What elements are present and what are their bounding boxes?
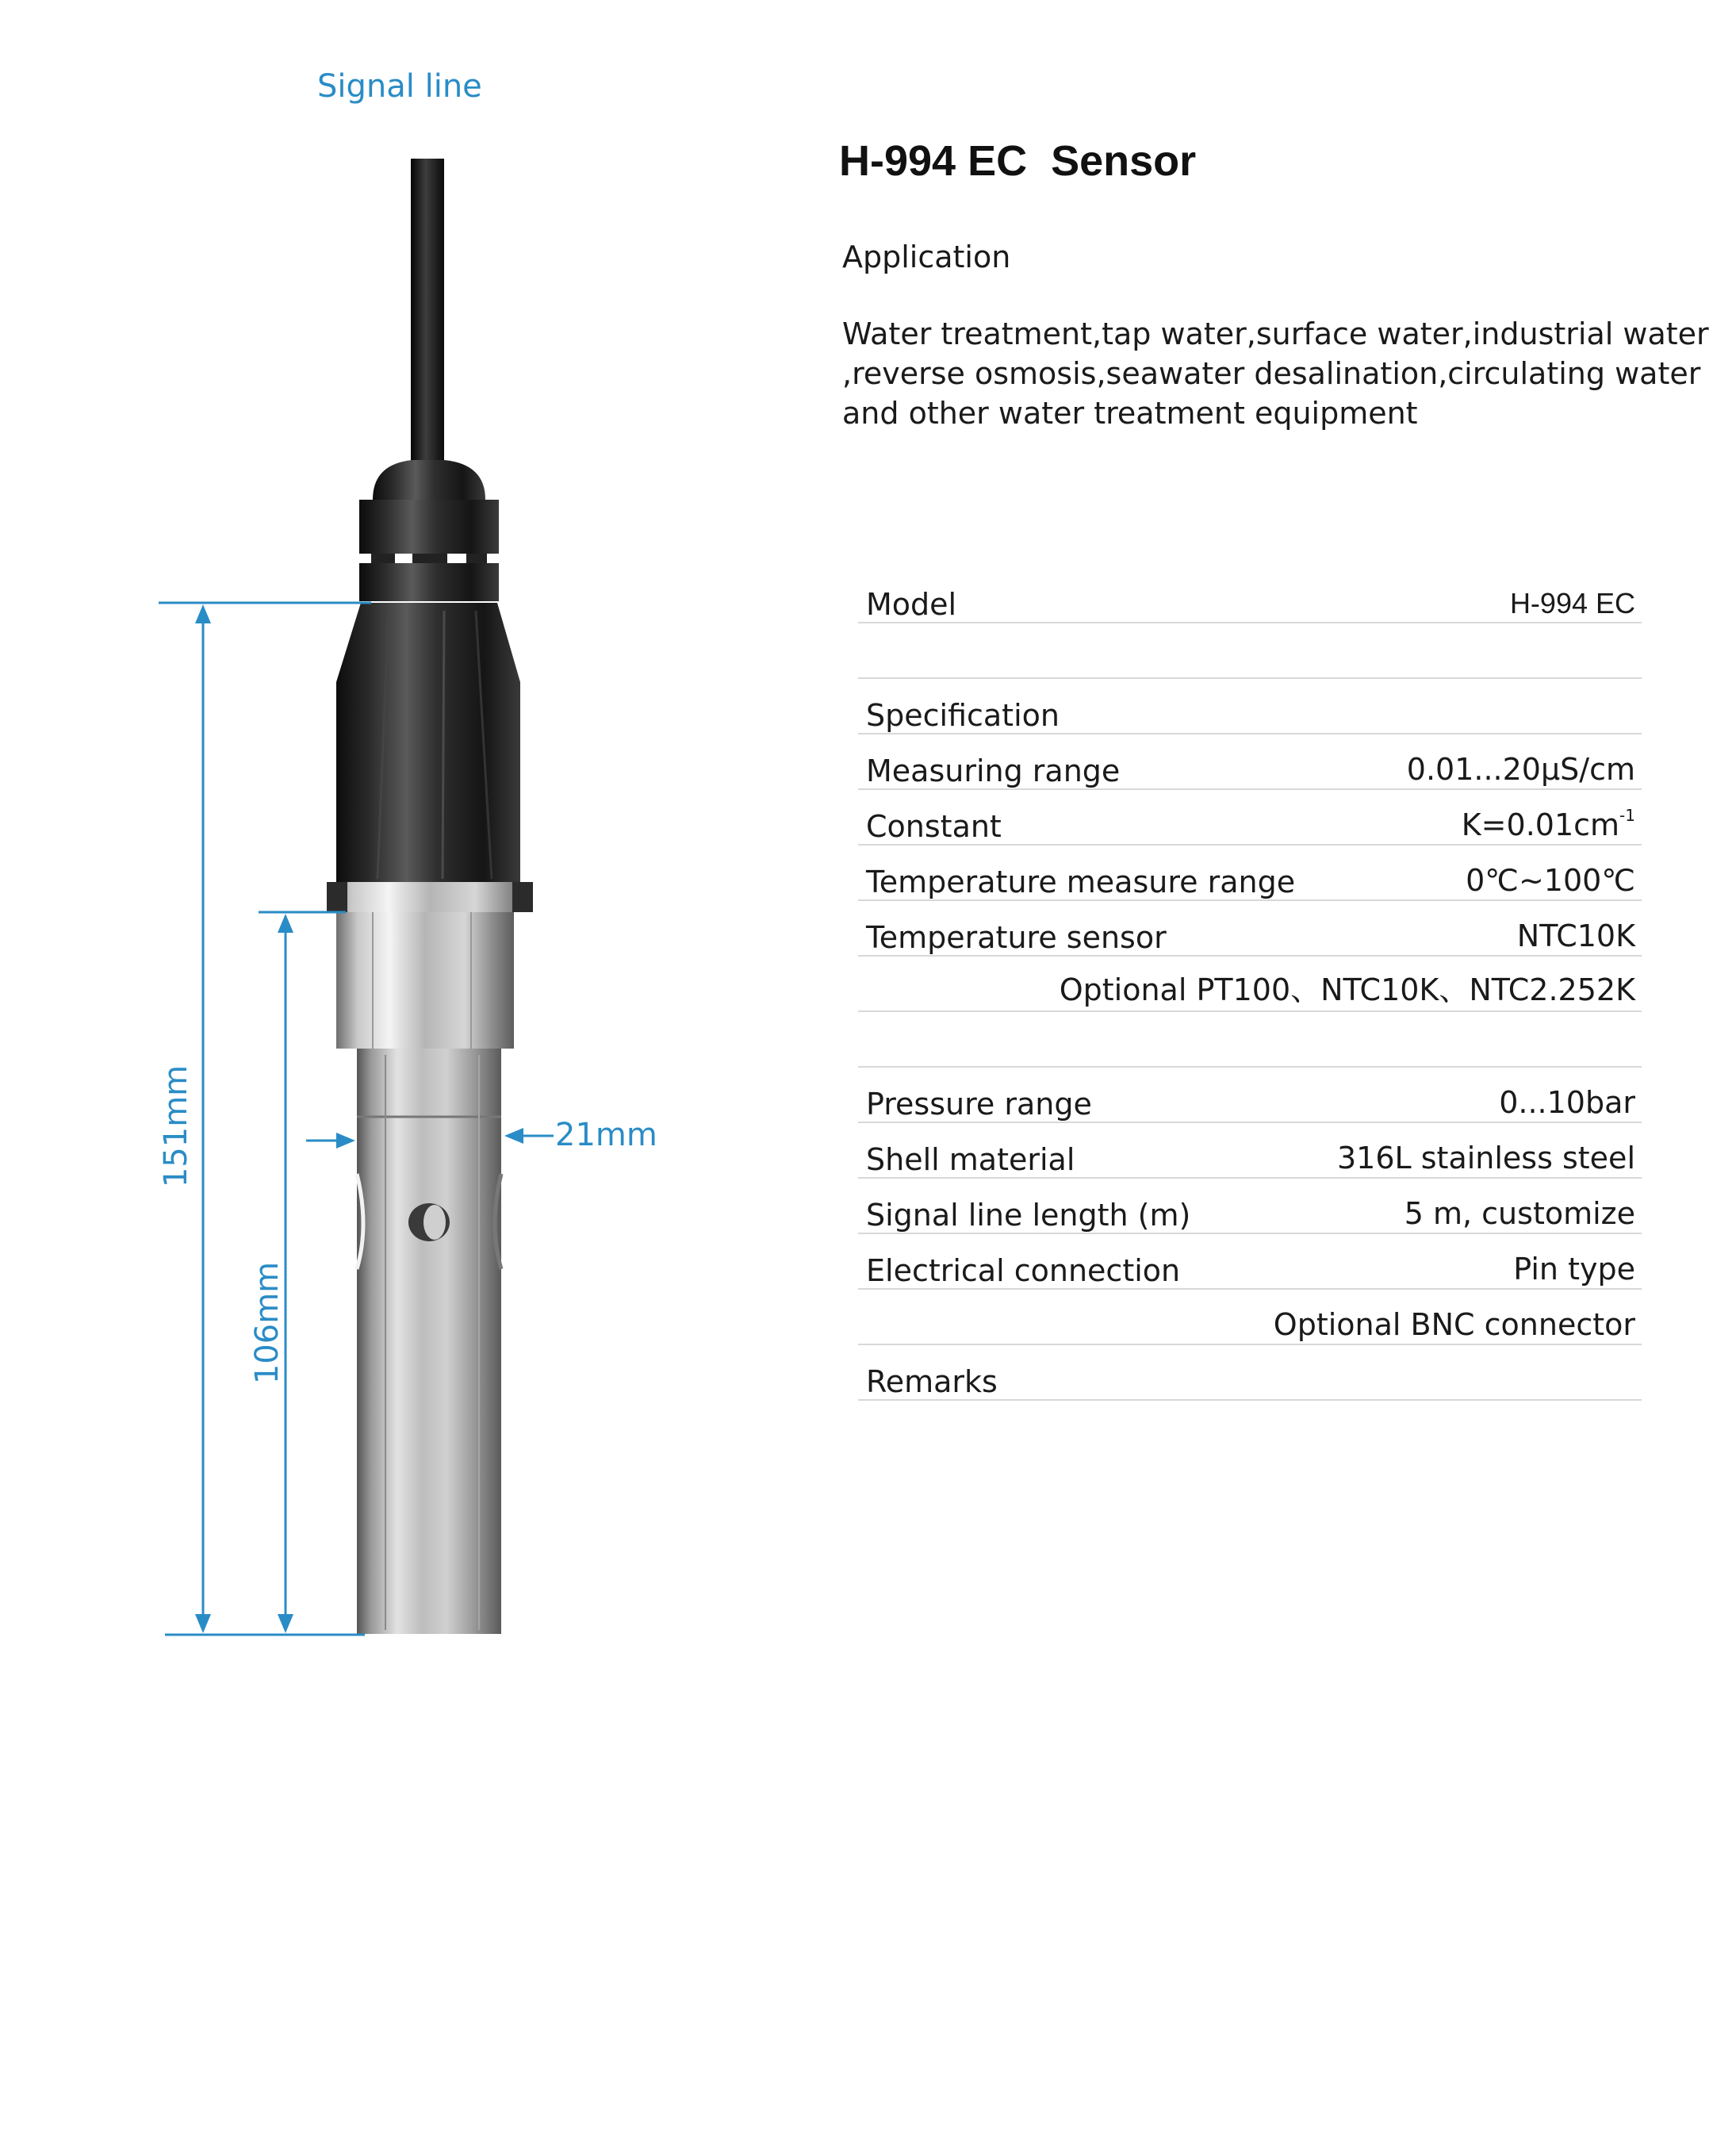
spec-row-temp-range xyxy=(858,846,1642,901)
spec-value: 0.01...20μS/cm xyxy=(1406,752,1635,787)
signal-line-label: Signal line xyxy=(317,68,482,105)
spec-value: Pin type xyxy=(1513,1252,1635,1287)
dim-151-label: 151mm xyxy=(158,1064,194,1188)
spec-value: Optional PT100、NTC10K、NTC2.252K xyxy=(1059,972,1635,1007)
spec-value: NTC10K xyxy=(1516,918,1635,953)
constant-exponent: -1 xyxy=(1619,806,1635,825)
spec-row-model xyxy=(858,568,1642,623)
spec-value: H-994 EC xyxy=(1509,587,1635,619)
application-text xyxy=(842,314,1730,433)
spec-row-electrical-optional xyxy=(858,1290,1642,1345)
spec-row-temp-optional xyxy=(858,957,1642,1012)
spec-label: Measuring range xyxy=(866,754,1121,788)
application-heading: Application xyxy=(842,240,1011,274)
application-line: Water treatment,tap water,surface water,industrial water xyxy=(842,316,1709,351)
spec-heading: Specification xyxy=(866,698,1060,733)
gland-nut-upper xyxy=(359,500,499,554)
spec-row-blank xyxy=(858,1012,1642,1068)
signal-cable xyxy=(411,159,444,476)
spec-row-signal-length xyxy=(858,1179,1642,1234)
thread-body xyxy=(336,912,514,1049)
spec-row-remarks xyxy=(858,1345,1642,1401)
spec-row-measuring-range xyxy=(858,734,1642,790)
spec-label: Remarks xyxy=(866,1364,998,1399)
spec-row-specification xyxy=(858,679,1642,734)
gland-nut-lower xyxy=(359,563,499,601)
spec-value xyxy=(1462,806,1635,842)
thread-collar xyxy=(327,882,533,912)
spec-value: 0℃~100℃ xyxy=(1466,863,1635,898)
product-title: H-994 EC Sensor xyxy=(839,137,1197,185)
spec-label: Pressure range xyxy=(866,1087,1092,1122)
application-line: and other water treatment equipment xyxy=(842,396,1418,431)
spec-row-electrical xyxy=(858,1234,1642,1290)
dim-21-label: 21mm xyxy=(555,1117,657,1153)
spec-value: 316L stainless steel xyxy=(1336,1141,1635,1175)
spec-row-temp-sensor xyxy=(858,901,1642,957)
spec-label: Electrical connection xyxy=(866,1253,1181,1288)
sensor-diagram xyxy=(0,0,793,1745)
spec-label: Constant xyxy=(866,809,1002,844)
spec-label: Signal line length (m) xyxy=(866,1198,1191,1233)
spec-label: Shell material xyxy=(866,1142,1075,1177)
spec-row-blank xyxy=(858,623,1642,679)
constant-value: K=0.01cm xyxy=(1461,807,1620,842)
spec-value: 5 m, customize xyxy=(1404,1196,1635,1231)
spec-label: Temperature sensor xyxy=(866,920,1167,955)
application-line: ,reverse osmosis,seawater desalination,circulating water xyxy=(842,356,1701,391)
spec-row-constant xyxy=(858,790,1642,846)
sensor-head-body xyxy=(336,603,520,882)
spec-label: Temperature measure range xyxy=(866,865,1296,899)
spec-value: 0...10bar xyxy=(1499,1085,1635,1120)
spec-row-shell xyxy=(858,1123,1642,1179)
spec-value: Optional BNC connector xyxy=(1273,1307,1635,1342)
dim-106-label: 106mm xyxy=(249,1261,286,1385)
spec-label: Model xyxy=(866,587,957,622)
spec-row-pressure xyxy=(858,1068,1642,1123)
